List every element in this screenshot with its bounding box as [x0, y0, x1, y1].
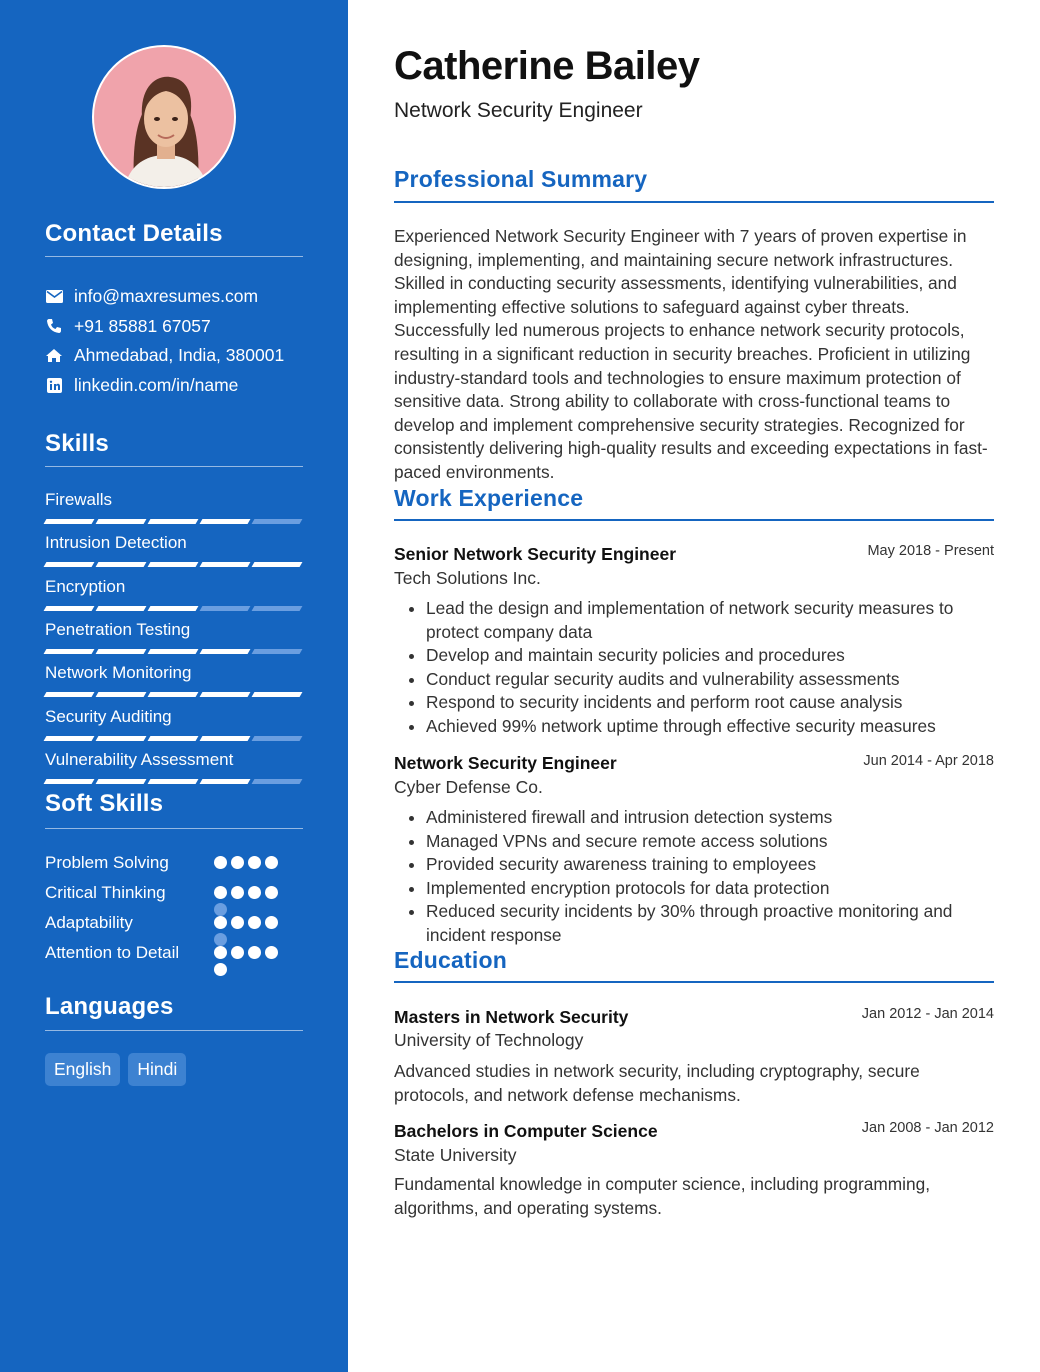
- rating-dot: [214, 916, 227, 929]
- skill-name: Penetration Testing: [45, 620, 191, 639]
- job-bullet: Respond to security incidents and perform root cause analysis: [394, 691, 994, 715]
- divider: [45, 1030, 303, 1031]
- home-icon: [45, 346, 63, 364]
- degree-dates: Jan 2012 - Jan 2014: [861, 1006, 994, 1022]
- skill-level-bar: [45, 519, 303, 525]
- skill-level-segment: [96, 649, 147, 654]
- skill-level-segment: [96, 562, 147, 567]
- contact-linkedin-text: linkedin.com/in/name: [74, 374, 239, 395]
- job-bullet: Reduced security incidents by 30% through proactive monitoring and incident response: [394, 900, 994, 947]
- contact-phone-text: +91 85881 67057: [74, 315, 211, 336]
- skill-level-bar: [45, 692, 303, 698]
- soft-skill-name: Adaptability: [45, 913, 133, 932]
- skill-name: Vulnerability Assessment: [45, 750, 234, 769]
- section-divider: [394, 981, 994, 983]
- rating-dot: [248, 916, 261, 929]
- rating-dot: [248, 946, 261, 959]
- job-bullet: Develop and maintain security policies and procedures: [394, 644, 994, 668]
- sidebar: [0, 0, 348, 1372]
- language-tag: English: [45, 1053, 120, 1086]
- skill-level-bar: [45, 562, 303, 568]
- degree-title: Bachelors in Computer Science: [394, 1121, 658, 1141]
- skill-level-bar: [45, 736, 303, 742]
- soft-skill-rating: [214, 916, 294, 946]
- degree-dates: Jan 2008 - Jan 2012: [861, 1120, 994, 1136]
- rating-dot: [231, 946, 244, 959]
- rating-dot: [214, 856, 227, 869]
- contact-address: [45, 343, 284, 367]
- skill-level-segment: [252, 519, 303, 524]
- school-name: University of Technology: [394, 1030, 584, 1050]
- envelope-icon: [45, 287, 63, 305]
- contact-email[interactable]: [45, 284, 258, 308]
- soft-skill-rating: [214, 946, 294, 976]
- skill-level-segment: [200, 692, 251, 697]
- experience-heading: Work Experience: [394, 485, 584, 511]
- phone-icon: [45, 317, 63, 335]
- skill-level-segment: [44, 692, 95, 697]
- job-bullets: [394, 806, 994, 948]
- linkedin-icon: [45, 376, 63, 394]
- skill-level-segment: [148, 519, 199, 524]
- school-name: State University: [394, 1145, 517, 1165]
- skill-level-segment: [96, 692, 147, 697]
- contact-address-text: Ahmedabad, India, 380001: [74, 344, 285, 365]
- skill-level-segment: [200, 649, 251, 654]
- rating-dot: [214, 903, 227, 916]
- rating-dot: [265, 856, 278, 869]
- job-title: Network Security Engineer: [394, 753, 617, 773]
- divider: [45, 256, 303, 257]
- rating-dot: [214, 886, 227, 899]
- job-bullet: Lead the design and implementation of network security measures to protect company data: [394, 597, 994, 644]
- skill-level-bar: [45, 779, 303, 785]
- education-heading: Education: [394, 947, 507, 973]
- avatar: [92, 45, 236, 189]
- contact-heading: Contact Details: [45, 220, 223, 247]
- soft-skill-rating: [214, 856, 294, 869]
- skill-level-segment: [148, 649, 199, 654]
- skill-level-segment: [44, 649, 95, 654]
- skill-name: Network Monitoring: [45, 663, 192, 682]
- skill-level-segment: [252, 779, 303, 784]
- section-divider: [394, 201, 994, 203]
- contact-phone[interactable]: [45, 314, 211, 338]
- summary-text: Experienced Network Security Engineer with 7 years of proven expertise in designing, implementing, and maintaining secure network infrastructures. Skilled in conducting security assessments, identifying vulnerabilities, and implementing effective solutions to safeguard against cyber threats. Successfully led numerous projects to enhance network security protocols, resulting in a significant reduction in security breaches. Proficient in utilizing industry-standard tools and technologies to ensure maximum protection of sensitive data. Strong ability to collaborate with cross-functional teams to develop and implement comprehensive security strategies. Recognized for consistently delivering high-quality results and exceeding expectations in fast-paced environments.: [394, 226, 988, 482]
- skill-level-bar: [45, 649, 303, 655]
- skill-level-segment: [200, 779, 251, 784]
- skill-level-segment: [44, 779, 95, 784]
- skill-level-segment: [200, 736, 251, 741]
- skill-level-segment: [96, 736, 147, 741]
- skill-level-segment: [44, 519, 95, 524]
- skill-level-segment: [252, 736, 303, 741]
- soft-skill-name: Problem Solving: [45, 853, 169, 872]
- rating-dot: [214, 933, 227, 946]
- language-tag: Hindi: [128, 1053, 186, 1086]
- rating-dot: [265, 916, 278, 929]
- skill-level-segment: [96, 606, 147, 611]
- job-bullet: Conduct regular security audits and vulnerability assessments: [394, 668, 994, 692]
- rating-dot: [214, 946, 227, 959]
- rating-dot: [248, 856, 261, 869]
- job-dates: May 2018 - Present: [867, 543, 994, 559]
- candidate-title: Network Security Engineer: [394, 99, 643, 122]
- rating-dot: [231, 886, 244, 899]
- skill-level-segment: [200, 606, 251, 611]
- skill-level-segment: [148, 606, 199, 611]
- language-tags: [45, 1053, 186, 1086]
- summary-heading: Professional Summary: [394, 166, 648, 192]
- skill-level-segment: [200, 562, 251, 567]
- skill-level-segment: [252, 562, 303, 567]
- skill-level-segment: [148, 779, 199, 784]
- candidate-name: Catherine Bailey: [394, 44, 700, 88]
- skill-level-bar: [45, 606, 303, 612]
- rating-dot: [265, 946, 278, 959]
- contact-email-text: info@maxresumes.com: [74, 285, 259, 306]
- job-company: Tech Solutions Inc.: [394, 568, 541, 588]
- soft-skill-name: Critical Thinking: [45, 883, 166, 902]
- skill-name: Security Auditing: [45, 707, 172, 726]
- soft-skill-rating: [214, 886, 294, 916]
- skills-heading: Skills: [45, 430, 109, 457]
- skill-level-segment: [148, 692, 199, 697]
- degree-description: Advanced studies in network security, including cryptography, secure protocols, and network defense mechanisms.: [394, 1061, 920, 1105]
- job-bullet: Achieved 99% network uptime through effective security measures: [394, 715, 994, 739]
- avatar-portrait: [94, 47, 236, 189]
- degree-description: Fundamental knowledge in computer science, including programming, algorithms, and operating systems.: [394, 1174, 931, 1218]
- job-title: Senior Network Security Engineer: [394, 544, 677, 564]
- divider: [45, 828, 303, 829]
- soft-skill-name: Attention to Detail: [45, 943, 180, 962]
- rating-dot: [214, 963, 227, 976]
- job-bullet: Implemented encryption protocols for data protection: [394, 877, 994, 901]
- skill-level-segment: [252, 606, 303, 611]
- skill-level-segment: [44, 562, 95, 567]
- skill-level-segment: [252, 692, 303, 697]
- skill-level-segment: [44, 606, 95, 611]
- rating-dot: [231, 856, 244, 869]
- skill-level-segment: [96, 519, 147, 524]
- skill-level-segment: [96, 779, 147, 784]
- section-divider: [394, 519, 994, 521]
- job-bullet: Administered firewall and intrusion detection systems: [394, 806, 994, 830]
- skill-name: Intrusion Detection: [45, 533, 187, 552]
- rating-dot: [231, 916, 244, 929]
- rating-dot: [265, 886, 278, 899]
- job-dates: Jun 2014 - Apr 2018: [863, 753, 994, 769]
- skill-name: Firewalls: [45, 490, 113, 509]
- job-bullet: Managed VPNs and secure remote access solutions: [394, 830, 994, 854]
- degree-title: Masters in Network Security: [394, 1007, 629, 1027]
- skill-level-segment: [252, 649, 303, 654]
- languages-heading: Languages: [45, 993, 174, 1020]
- divider: [45, 466, 303, 467]
- soft-skills-heading: Soft Skills: [45, 790, 164, 817]
- job-bullets: [394, 597, 994, 739]
- skill-level-segment: [200, 519, 251, 524]
- job-bullet: Provided security awareness training to employees: [394, 853, 994, 877]
- skill-level-segment: [44, 736, 95, 741]
- contact-linkedin[interactable]: [45, 373, 238, 397]
- skill-name: Encryption: [45, 577, 126, 596]
- skill-level-segment: [148, 562, 199, 567]
- job-company: Cyber Defense Co.: [394, 777, 543, 797]
- skill-level-segment: [148, 736, 199, 741]
- rating-dot: [248, 886, 261, 899]
